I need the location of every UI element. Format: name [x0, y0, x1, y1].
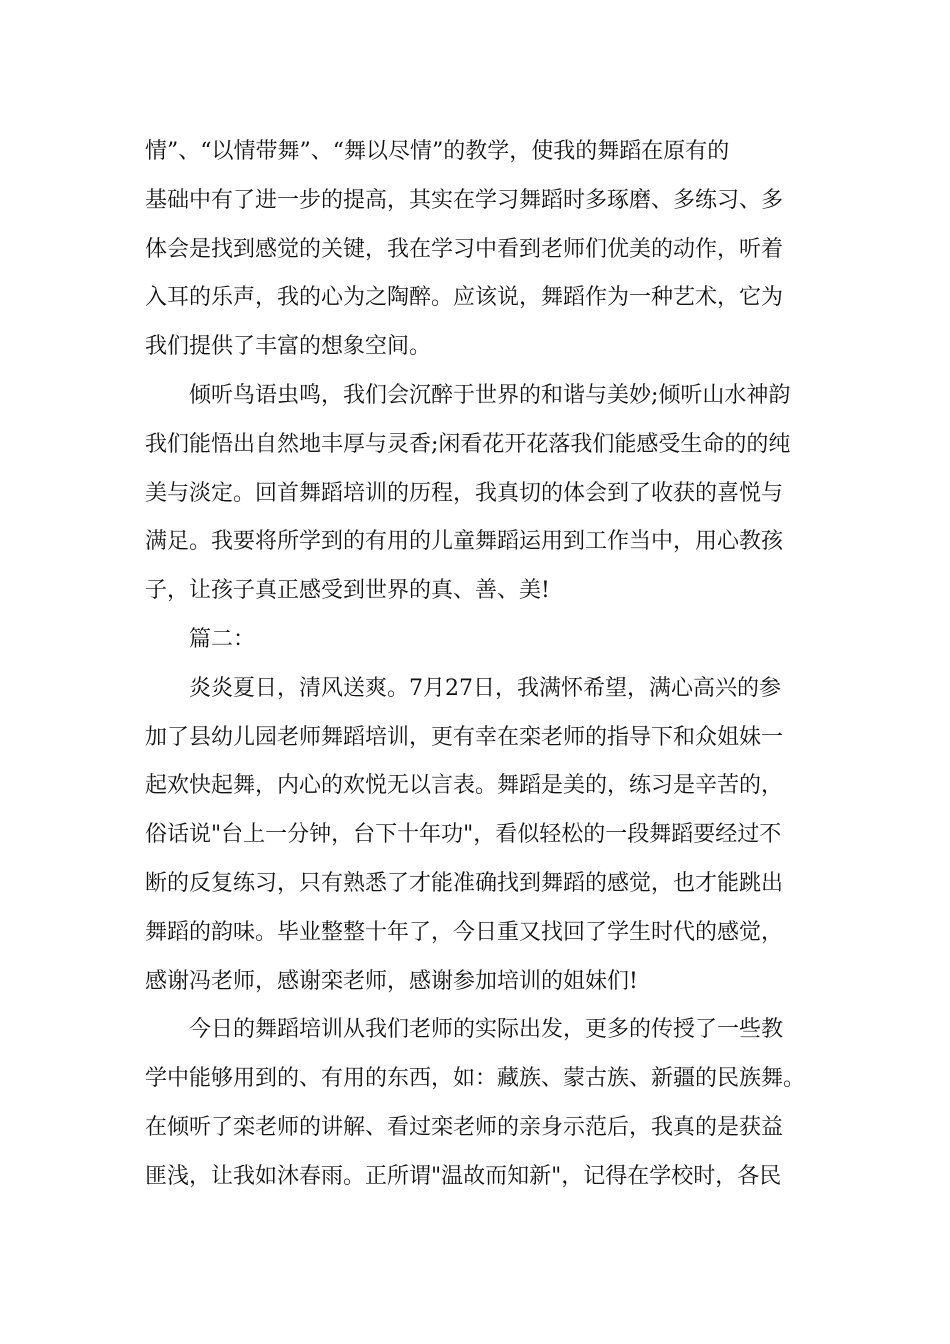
- text-line: 子，让孩子真正感受到世界的真、善、美!: [145, 578, 550, 604]
- paragraph-2: [145, 372, 835, 616]
- text-line: 体会是找到感觉的关键，我在学习中看到老师们优美的动作，听着: [145, 236, 784, 262]
- paragraph-1: [145, 128, 835, 372]
- text-line: 我们能悟出自然地丰厚与灵香;闲看花开花落我们能感受生命的的纯: [145, 431, 791, 457]
- text-line: 舞蹈的韵味。毕业整整十年了，今日重又找回了学生时代的感觉，: [145, 919, 784, 945]
- text-line: 情”、“以情带舞”、“舞以尽情”的教学，使我的舞蹈在原有的: [145, 139, 730, 164]
- text-line: 美与淡定。回首舞蹈培训的历程，我真切的体会到了收获的喜悦与: [145, 480, 784, 506]
- text-line: 加了县幼儿园老师舞蹈培训，更有幸在栾老师的指导下和众姐妹一: [145, 724, 784, 750]
- text-line: 炎炎夏日，清风送爽。7月27日，我满怀希望，满心高兴的参: [189, 675, 781, 701]
- text-line: 俗话说"台上一分钟，台下十年功"，看似轻松的一段舞蹈要经过不: [145, 822, 782, 848]
- text-line: 今日的舞蹈培训从我们老师的实际出发，更多的传授了一些教: [189, 1017, 784, 1043]
- text-line: 学中能够用到的、有用的东西，如：藏族、蒙古族、新疆的民族舞。: [145, 1066, 806, 1092]
- section-title: 篇二：: [189, 626, 256, 652]
- section-heading: [145, 616, 835, 665]
- paragraph-4: [145, 1006, 835, 1201]
- text-line: 断的反复练习，只有熟悉了才能准确找到舞蹈的感觉，也才能跳出: [145, 870, 784, 896]
- text-line: 倾听鸟语虫鸣，我们会沉醉于世界的和谐与美妙;倾听山水神韵: [189, 382, 791, 408]
- text-line: 我们提供了丰富的想象空间。: [145, 334, 432, 360]
- paragraph-3: [145, 665, 835, 1007]
- text-line: 匪浅，让我如沐春雨。正所谓"温故而知新"，记得在学校时，各民: [145, 1163, 782, 1189]
- text-line: 感谢冯老师，感谢栾老师，感谢参加培训的姐妹们!: [145, 968, 638, 994]
- text-line: 在倾听了栾老师的讲解、看过栾老师的亲身示范后，我真的是获益: [145, 1114, 784, 1140]
- text-line: 基础中有了进一步的提高，其实在学习舞蹈时多琢磨、多练习、多: [145, 187, 784, 213]
- text-line: 入耳的乐声，我的心为之陶醉。应该说，舞蹈作为一种艺术，它为: [145, 285, 784, 311]
- text-line: 满足。我要将所学到的有用的儿童舞蹈运用到工作当中，用心教孩: [145, 529, 784, 555]
- document-body: [145, 128, 835, 1202]
- text-line: 起欢快起舞，内心的欢悦无以言表。舞蹈是美的，练习是辛苦的，: [145, 773, 784, 799]
